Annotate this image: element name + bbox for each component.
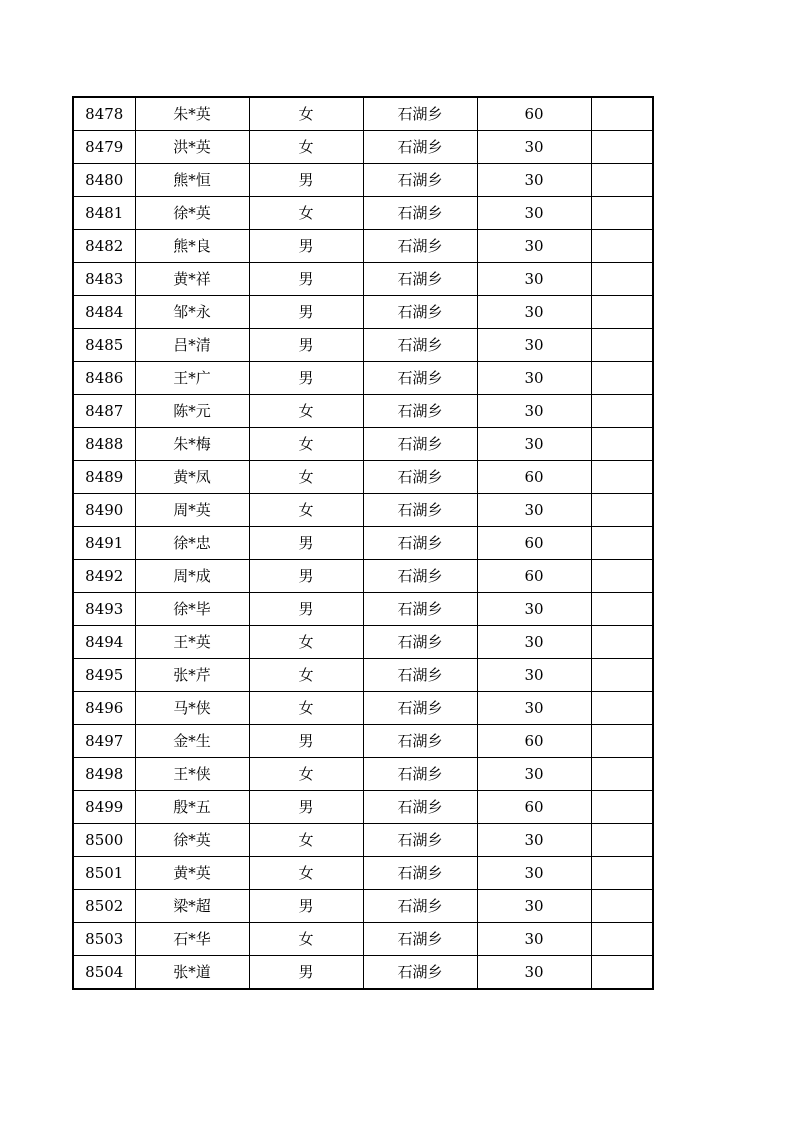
name-cell: 黄*凤 <box>135 461 249 494</box>
township-cell: 石湖乡 <box>363 263 477 296</box>
gender-cell: 女 <box>249 131 363 164</box>
row-number-cell: 8502 <box>73 890 135 923</box>
note-cell <box>591 164 653 197</box>
amount-cell: 30 <box>477 758 591 791</box>
township-cell: 石湖乡 <box>363 461 477 494</box>
gender-cell: 女 <box>249 659 363 692</box>
township-cell: 石湖乡 <box>363 923 477 956</box>
gender-cell: 女 <box>249 824 363 857</box>
table-row <box>73 560 653 593</box>
row-number-cell: 8494 <box>73 626 135 659</box>
note-cell <box>591 923 653 956</box>
row-number-cell: 8490 <box>73 494 135 527</box>
name-cell: 徐*忠 <box>135 527 249 560</box>
row-number-cell: 8482 <box>73 230 135 263</box>
table-row <box>73 263 653 296</box>
name-cell: 黄*英 <box>135 857 249 890</box>
note-cell <box>591 329 653 362</box>
township-cell: 石湖乡 <box>363 626 477 659</box>
row-number-cell: 8498 <box>73 758 135 791</box>
gender-cell: 男 <box>249 890 363 923</box>
gender-cell: 女 <box>249 494 363 527</box>
note-cell <box>591 230 653 263</box>
amount-cell: 60 <box>477 527 591 560</box>
note-cell <box>591 461 653 494</box>
township-cell: 石湖乡 <box>363 956 477 990</box>
table-row <box>73 461 653 494</box>
amount-cell: 30 <box>477 923 591 956</box>
row-number-cell: 8496 <box>73 692 135 725</box>
table-row <box>73 230 653 263</box>
row-number-cell: 8504 <box>73 956 135 990</box>
township-cell: 石湖乡 <box>363 824 477 857</box>
amount-cell: 30 <box>477 395 591 428</box>
name-cell: 张*芹 <box>135 659 249 692</box>
name-cell: 金*生 <box>135 725 249 758</box>
gender-cell: 男 <box>249 329 363 362</box>
amount-cell: 30 <box>477 659 591 692</box>
township-cell: 石湖乡 <box>363 560 477 593</box>
name-cell: 洪*英 <box>135 131 249 164</box>
township-cell: 石湖乡 <box>363 164 477 197</box>
note-cell <box>591 131 653 164</box>
gender-cell: 男 <box>249 164 363 197</box>
gender-cell: 女 <box>249 626 363 659</box>
amount-cell: 30 <box>477 131 591 164</box>
note-cell <box>591 395 653 428</box>
row-number-cell: 8503 <box>73 923 135 956</box>
amount-cell: 30 <box>477 692 591 725</box>
township-cell: 石湖乡 <box>363 362 477 395</box>
amount-cell: 30 <box>477 494 591 527</box>
note-cell <box>591 263 653 296</box>
township-cell: 石湖乡 <box>363 692 477 725</box>
table-row <box>73 131 653 164</box>
name-cell: 王*侠 <box>135 758 249 791</box>
note-cell <box>591 527 653 560</box>
data-table <box>72 96 654 990</box>
table-row <box>73 329 653 362</box>
note-cell <box>591 560 653 593</box>
township-cell: 石湖乡 <box>363 494 477 527</box>
table-row <box>73 725 653 758</box>
row-number-cell: 8488 <box>73 428 135 461</box>
township-cell: 石湖乡 <box>363 329 477 362</box>
amount-cell: 30 <box>477 296 591 329</box>
table-row <box>73 296 653 329</box>
name-cell: 邹*永 <box>135 296 249 329</box>
row-number-cell: 8500 <box>73 824 135 857</box>
gender-cell: 男 <box>249 296 363 329</box>
township-cell: 石湖乡 <box>363 428 477 461</box>
table-row <box>73 923 653 956</box>
township-cell: 石湖乡 <box>363 659 477 692</box>
name-cell: 朱*梅 <box>135 428 249 461</box>
row-number-cell: 8486 <box>73 362 135 395</box>
township-cell: 石湖乡 <box>363 890 477 923</box>
row-number-cell: 8489 <box>73 461 135 494</box>
table-row <box>73 428 653 461</box>
gender-cell: 男 <box>249 956 363 990</box>
gender-cell: 男 <box>249 527 363 560</box>
name-cell: 徐*英 <box>135 824 249 857</box>
note-cell <box>591 824 653 857</box>
amount-cell: 60 <box>477 725 591 758</box>
table-row <box>73 626 653 659</box>
table-row <box>73 890 653 923</box>
amount-cell: 30 <box>477 890 591 923</box>
gender-cell: 男 <box>249 725 363 758</box>
note-cell <box>591 362 653 395</box>
table-row <box>73 97 653 131</box>
gender-cell: 男 <box>249 593 363 626</box>
gender-cell: 男 <box>249 263 363 296</box>
table-row <box>73 758 653 791</box>
note-cell <box>591 626 653 659</box>
amount-cell: 30 <box>477 329 591 362</box>
note-cell <box>591 197 653 230</box>
table-row <box>73 362 653 395</box>
gender-cell: 女 <box>249 758 363 791</box>
amount-cell: 30 <box>477 164 591 197</box>
table-row <box>73 593 653 626</box>
amount-cell: 30 <box>477 824 591 857</box>
table-row <box>73 197 653 230</box>
note-cell <box>591 97 653 131</box>
gender-cell: 女 <box>249 97 363 131</box>
amount-cell: 30 <box>477 857 591 890</box>
name-cell: 张*道 <box>135 956 249 990</box>
note-cell <box>591 494 653 527</box>
row-number-cell: 8492 <box>73 560 135 593</box>
table-row <box>73 395 653 428</box>
note-cell <box>591 428 653 461</box>
name-cell: 梁*超 <box>135 890 249 923</box>
table-row <box>73 659 653 692</box>
row-number-cell: 8481 <box>73 197 135 230</box>
township-cell: 石湖乡 <box>363 725 477 758</box>
amount-cell: 30 <box>477 956 591 990</box>
gender-cell: 女 <box>249 197 363 230</box>
gender-cell: 男 <box>249 362 363 395</box>
name-cell: 陈*元 <box>135 395 249 428</box>
township-cell: 石湖乡 <box>363 758 477 791</box>
amount-cell: 60 <box>477 791 591 824</box>
gender-cell: 女 <box>249 857 363 890</box>
row-number-cell: 8497 <box>73 725 135 758</box>
township-cell: 石湖乡 <box>363 296 477 329</box>
amount-cell: 30 <box>477 362 591 395</box>
note-cell <box>591 296 653 329</box>
row-number-cell: 8485 <box>73 329 135 362</box>
township-cell: 石湖乡 <box>363 230 477 263</box>
row-number-cell: 8479 <box>73 131 135 164</box>
table-row <box>73 692 653 725</box>
table-body <box>73 97 653 989</box>
row-number-cell: 8483 <box>73 263 135 296</box>
row-number-cell: 8484 <box>73 296 135 329</box>
name-cell: 徐*英 <box>135 197 249 230</box>
table-row <box>73 956 653 990</box>
row-number-cell: 8501 <box>73 857 135 890</box>
table-row <box>73 164 653 197</box>
table-row <box>73 494 653 527</box>
gender-cell: 女 <box>249 923 363 956</box>
amount-cell: 60 <box>477 97 591 131</box>
gender-cell: 男 <box>249 791 363 824</box>
table-row <box>73 791 653 824</box>
row-number-cell: 8491 <box>73 527 135 560</box>
note-cell <box>591 890 653 923</box>
gender-cell: 男 <box>249 230 363 263</box>
row-number-cell: 8478 <box>73 97 135 131</box>
name-cell: 马*侠 <box>135 692 249 725</box>
table-row <box>73 527 653 560</box>
gender-cell: 女 <box>249 395 363 428</box>
name-cell: 王*英 <box>135 626 249 659</box>
name-cell: 石*华 <box>135 923 249 956</box>
township-cell: 石湖乡 <box>363 395 477 428</box>
note-cell <box>591 659 653 692</box>
gender-cell: 女 <box>249 692 363 725</box>
name-cell: 熊*良 <box>135 230 249 263</box>
amount-cell: 60 <box>477 560 591 593</box>
name-cell: 朱*英 <box>135 97 249 131</box>
amount-cell: 60 <box>477 461 591 494</box>
township-cell: 石湖乡 <box>363 97 477 131</box>
amount-cell: 30 <box>477 626 591 659</box>
note-cell <box>591 692 653 725</box>
name-cell: 吕*清 <box>135 329 249 362</box>
note-cell <box>591 857 653 890</box>
amount-cell: 30 <box>477 197 591 230</box>
name-cell: 徐*毕 <box>135 593 249 626</box>
name-cell: 殷*五 <box>135 791 249 824</box>
township-cell: 石湖乡 <box>363 791 477 824</box>
note-cell <box>591 758 653 791</box>
amount-cell: 30 <box>477 428 591 461</box>
gender-cell: 男 <box>249 560 363 593</box>
name-cell: 熊*恒 <box>135 164 249 197</box>
note-cell <box>591 593 653 626</box>
row-number-cell: 8480 <box>73 164 135 197</box>
note-cell <box>591 791 653 824</box>
township-cell: 石湖乡 <box>363 197 477 230</box>
table-row <box>73 824 653 857</box>
note-cell <box>591 725 653 758</box>
township-cell: 石湖乡 <box>363 527 477 560</box>
row-number-cell: 8487 <box>73 395 135 428</box>
amount-cell: 30 <box>477 593 591 626</box>
township-cell: 石湖乡 <box>363 857 477 890</box>
row-number-cell: 8495 <box>73 659 135 692</box>
gender-cell: 女 <box>249 428 363 461</box>
gender-cell: 女 <box>249 461 363 494</box>
amount-cell: 30 <box>477 230 591 263</box>
row-number-cell: 8493 <box>73 593 135 626</box>
table-row <box>73 857 653 890</box>
amount-cell: 30 <box>477 263 591 296</box>
township-cell: 石湖乡 <box>363 131 477 164</box>
note-cell <box>591 956 653 990</box>
row-number-cell: 8499 <box>73 791 135 824</box>
name-cell: 周*英 <box>135 494 249 527</box>
name-cell: 王*广 <box>135 362 249 395</box>
name-cell: 周*成 <box>135 560 249 593</box>
township-cell: 石湖乡 <box>363 593 477 626</box>
name-cell: 黄*祥 <box>135 263 249 296</box>
